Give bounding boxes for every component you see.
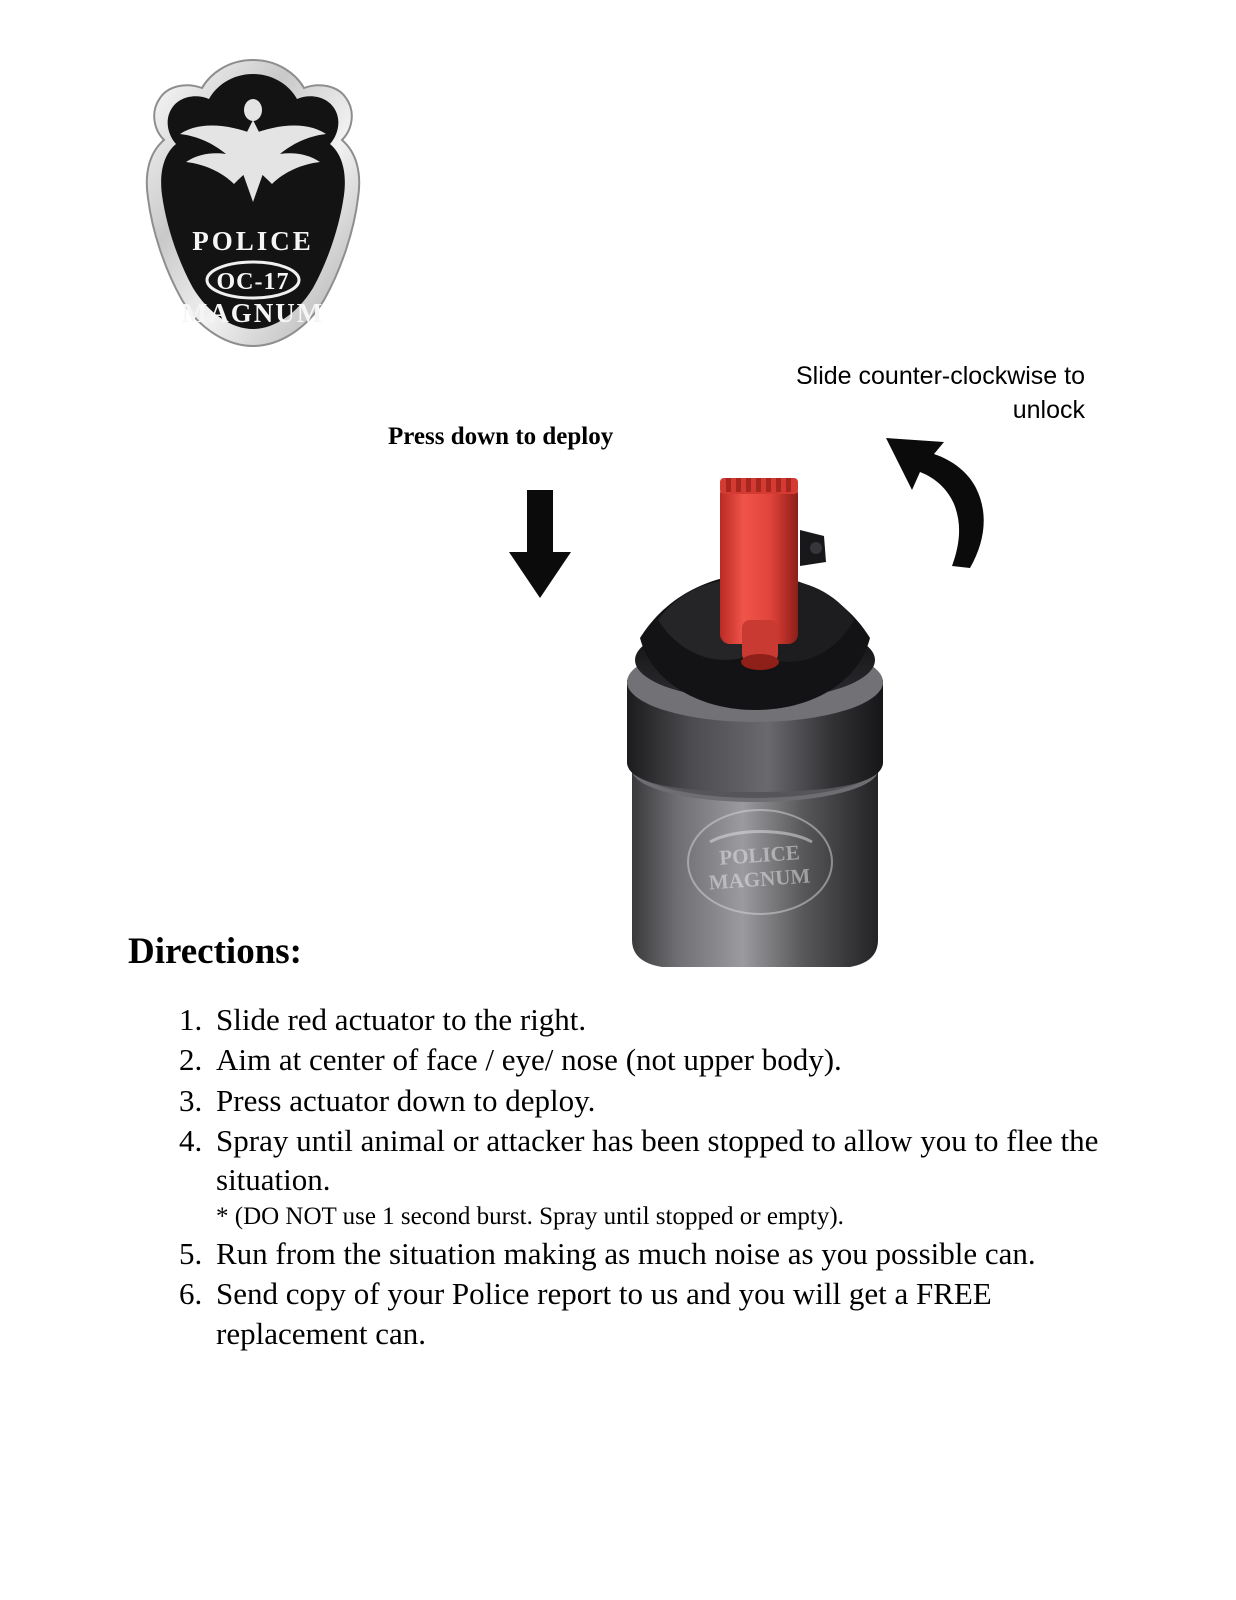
direction-step-4-text: Spray until animal or attacker has been stopped to allow you to flee the situation. [216,1123,1099,1198]
directions-heading: Directions: [128,931,302,972]
direction-step-5 [210,1234,1115,1273]
direction-step-3-text: Press actuator down to deploy. [216,1082,596,1118]
product-photo-pepper-spray [610,470,900,970]
direction-step-4-note: * (DO NOT use 1 second burst. Spray until stopped or empty). [216,1202,844,1230]
badge-text-magnum: MAGNUM [181,298,325,328]
down-arrow-icon [505,490,575,600]
brand-badge-logo [128,52,378,352]
callout-slide-counter-clockwise: Slide counter-clockwise to unlock [795,362,1085,424]
badge-text-police: POLICE [192,226,314,256]
direction-step-6-text: Send copy of your Police report to us and you will get a FREE replacement can. [216,1276,992,1351]
direction-step-2 [210,1040,1115,1079]
direction-step-1-text: Slide red actuator to the right. [216,1002,587,1037]
badge-text-oc17: OC-17 [216,269,290,295]
direction-step-5-text: Run from the situation making as much noise as you possible can. [216,1235,1036,1271]
product-svg [610,470,900,970]
svg-text:POLICE: POLICE [718,840,801,870]
direction-step-2-text: Aim at center of face / eye/ nose (not upper body). [216,1042,842,1078]
direction-step-1 [210,1000,1115,1039]
svg-text:MAGNUM: MAGNUM [708,863,811,895]
direction-step-6 [210,1274,1115,1353]
callout-press-down-to-deploy: Press down to deploy [388,423,614,450]
directions-list [155,1000,1115,1354]
direction-step-4 [210,1121,1115,1232]
direction-step-3 [210,1081,1115,1120]
badge-svg [128,52,378,352]
